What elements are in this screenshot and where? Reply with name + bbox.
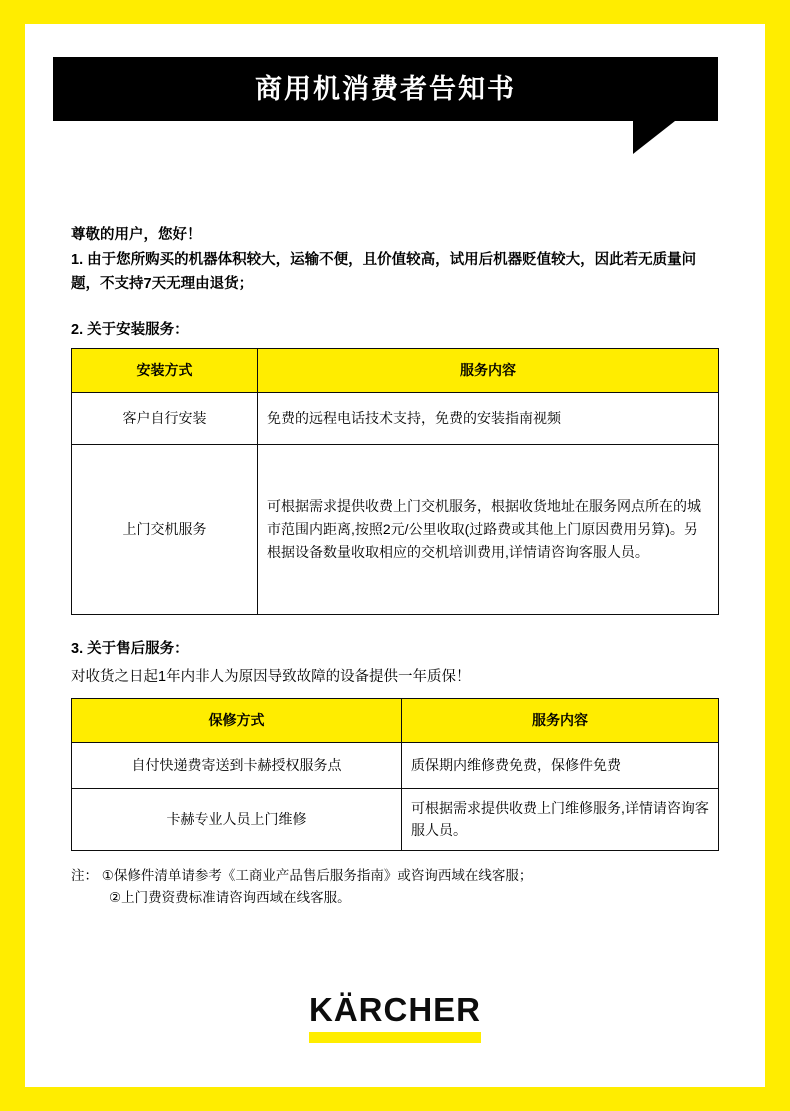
table-row — [72, 444, 719, 614]
clause-1-text: 1. 由于您所购买的机器体积较大，运输不便，且价值较高，试用后机器贬值较大，因此若无质量问题，不支持7天无理由退货； — [71, 252, 697, 292]
footnotes — [71, 865, 719, 909]
install-service-table — [71, 348, 719, 615]
footnote-2: ②上门费资费标准请咨询西域在线客服。 — [109, 889, 351, 905]
banner-notch-shape — [633, 121, 675, 154]
banner-bar — [53, 57, 718, 121]
brand-logo-area — [25, 993, 765, 1043]
header-banner — [25, 57, 765, 162]
install-row-2-content: 可根据需求提供收费上门交机服务，根据收货地址在服务网点所在的城市范围内距离,按照2元/公里收取(过路费或其他上门原因费用另算)。另根据设备数量收取相应的交机培训费用,详情请咨询客服人员。 — [258, 444, 719, 614]
karcher-logo-text: KÄRCHER — [309, 991, 481, 1028]
after-sales-service-table — [71, 698, 719, 851]
document-page — [25, 24, 765, 1087]
document-content — [25, 224, 765, 909]
service-row-1-content: 质保期内维修费免费，保修件免费 — [402, 742, 719, 788]
table-row — [72, 788, 719, 850]
install-row-1-content: 免费的远程电话技术支持，免费的安装指南视频 — [258, 392, 719, 444]
service-table-header-method: 保修方式 — [72, 698, 402, 742]
section-3-heading: 3. 关于售后服务： — [71, 640, 189, 657]
service-row-2-method: 卡赫专业人员上门维修 — [72, 788, 402, 850]
footnote-1: 注： ①保修件清单请参考《工商业产品售后服务指南》或咨询西域在线客服； — [71, 867, 533, 883]
install-table-header-method: 安装方式 — [72, 348, 258, 392]
table-row — [72, 742, 719, 788]
table-row — [72, 392, 719, 444]
section-3-warranty-line: 对收货之日起1年内非人为原因导致故障的设备提供一年质保！ — [71, 668, 471, 685]
table-header-row — [72, 348, 719, 392]
karcher-logo — [309, 993, 481, 1043]
table-header-row — [72, 698, 719, 742]
service-row-1-method: 自付快递费寄送到卡赫授权服务点 — [72, 742, 402, 788]
install-row-2-method: 上门交机服务 — [72, 444, 258, 614]
service-row-2-content: 可根据需求提供收费上门维修服务,详情请咨询客服人员。 — [402, 788, 719, 850]
page-title: 商用机消费者告知书 — [255, 73, 516, 104]
install-table-header-content: 服务内容 — [258, 348, 719, 392]
greeting-text: 尊敬的用户，您好！ — [71, 227, 202, 243]
service-table-header-content: 服务内容 — [402, 698, 719, 742]
karcher-logo-bar — [309, 1032, 481, 1043]
install-row-1-method: 客户自行安装 — [72, 392, 258, 444]
section-2-heading: 2. 关于安装服务： — [71, 321, 189, 338]
